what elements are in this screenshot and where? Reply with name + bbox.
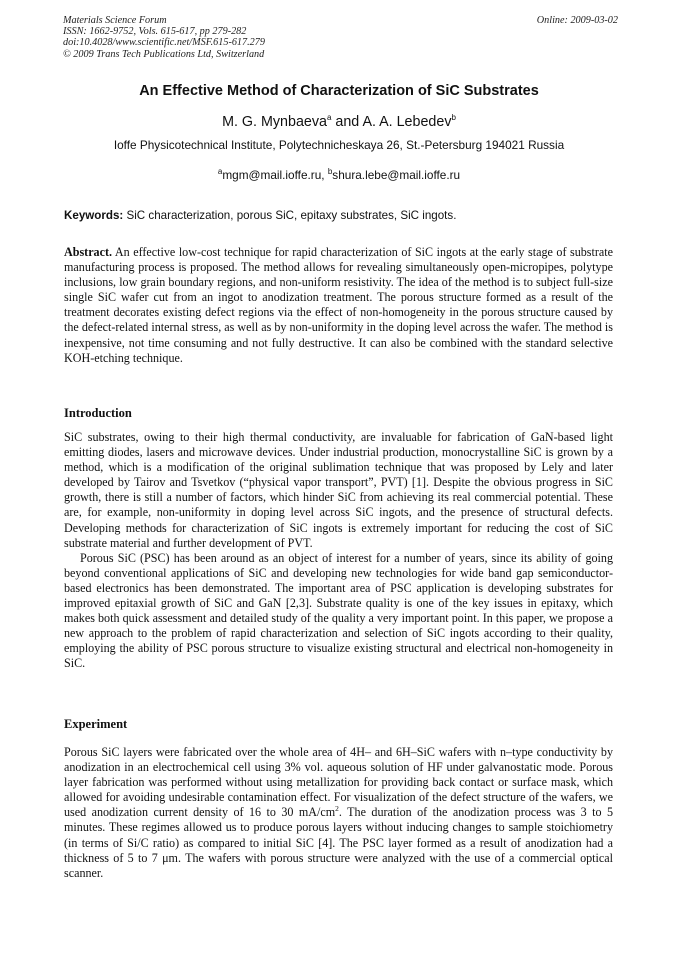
doi-line: doi:10.4028/www.scientific.net/MSF.615-617.279 — [63, 37, 265, 49]
experiment-paragraph — [64, 745, 613, 881]
author-1-mark: a — [326, 113, 332, 122]
keywords-label: Keywords: — [64, 209, 124, 222]
email-line — [0, 167, 678, 182]
email-a: mgm@mail.ioffe.ru, — [222, 167, 328, 182]
author-1: M. G. Mynbaeva — [222, 113, 327, 130]
author-2: A. A. Lebedev — [362, 113, 452, 130]
experiment-superscript: 2 — [335, 804, 339, 814]
author-2-mark: b — [451, 113, 456, 122]
abstract-label: Abstract. — [64, 245, 113, 259]
experiment-heading: Experiment — [64, 717, 128, 731]
email-a-mark: a — [217, 167, 223, 176]
author-conjunction: and — [331, 113, 363, 130]
keywords-text: SiC characterization, porous SiC, epitaxy substrates, SiC ingots. — [123, 209, 457, 222]
paper-title: An Effective Method of Characterization of SiC Substrates — [139, 83, 539, 99]
affiliation: Ioffe Physicotechnical Institute, Polytechnicheskaya 26, St.-Petersburg 194021 Russia — [113, 138, 565, 152]
online-date: Online: 2009-03-02 — [536, 15, 618, 26]
introduction-body — [64, 430, 613, 672]
keywords — [64, 209, 624, 222]
publication-header — [63, 15, 618, 60]
journal-name: Materials Science Forum — [63, 15, 167, 26]
abstract-text: An effective low-cost technique for rapid characterization of SiC ingots at the early stage of substrate manufacturing process is proposed. The method allows for revealing simultaneously open-micropipes, polytype inclusions, low grain boundary regions, and non-uniform resistivity. The idea of the method is to subject full-size single SiC wafer cut from an ingot to anodization treatment. The porous structure formed as a result of the treatment decorates existing defect regions via the effect of non-homogeneity in the porous structure caused by the defect-related internal stress, as well as by non-uniformity in the doping level across the wafer. The method is inexpensive, not time consuming and not fully destructive. It can also be combined with the standard selective KOH-etching technique. — [64, 245, 613, 365]
author-line — [0, 113, 678, 130]
copyright-line: © 2009 Trans Tech Publications Ltd, Switzerland — [63, 48, 265, 60]
introduction-paragraph-2: Porous SiC (PSC) has been around as an object of interest for a number of years, since its ability of going beyond conventional applications of SiC and developing new technologies for wide band gap semiconductor-based electronics has been demonstrated. The important area of PSC application is developing substrates for improved epitaxial growth of SiC and GaN [2,3]. Substrate quality is one of the key issues in epitaxy, which makes both quick assessment and detailed study of the quality a very important point. In this paper, we propose a new approach to the problem of rapid characterization and selection of SiC ingots according to their quality, employing the ability of PSC porous structure to visualize existing structural and electrical non-homogeneity in SiC. — [64, 550, 613, 671]
email-b-mark: b — [327, 167, 333, 176]
abstract — [64, 245, 613, 366]
issn-line: ISSN: 1662-9752, Vols. 615-617, pp 279-282 — [63, 26, 247, 38]
email-b: shura.lebe@mail.ioffe.ru — [332, 167, 461, 182]
experiment-body — [64, 745, 613, 881]
introduction-paragraph-1: SiC substrates, owing to their high thermal conductivity, are invaluable for fabrication of GaN-based light emitting diodes, lasers and microwave devices. Under industrial production, monocrystalline SiC is grown by a method, which is a modification of the original sublimation technique that was proposed by Lely and later developed by Tairov and Tsvetkov (“physical vapor transport”, PVT) [1]. Despite the obvious progress in SiC growth, there is still a number of factors, which hinder SiC from achieving its real commercial potential. These are, for example, non-uniformity in doping level across SiC ingots, and the presence of structural defects. Developing methods for characterization of SiC ingots is extremely important for reducing the cost of SiC substrate material and further development of PVT. — [64, 430, 613, 550]
experiment-text-b: . The duration of the anodization process was 3 to 5 minutes. These regimes allowed us to produce porous layers without inducing changes to sample stoichiometry (in terms of Si/C ratio) as compared to initial SiC [4]. The PSC layer formed as a result of anodization had a thickness of 5 to 7 μm. The wafers with porous structure were analyzed with the use of a commercial optical scanner. — [64, 805, 613, 880]
experiment-text-a: Porous SiC layers were fabricated over the whole area of 4H– and 6H–SiC wafers with n–type conductivity by anodization in an electrochemical cell using 3% vol. aqueous solution of HF under galvanostatic mode. Porous layer fabrication was performed without using metallization for providing back contact or surface mask, which allowed for avoiding undesirable contamination effect. For visualization of the defect structure of the wafers, we used anodization current density of 16 to 30 mA/cm — [64, 745, 613, 820]
introduction-heading: Introduction — [64, 406, 132, 420]
